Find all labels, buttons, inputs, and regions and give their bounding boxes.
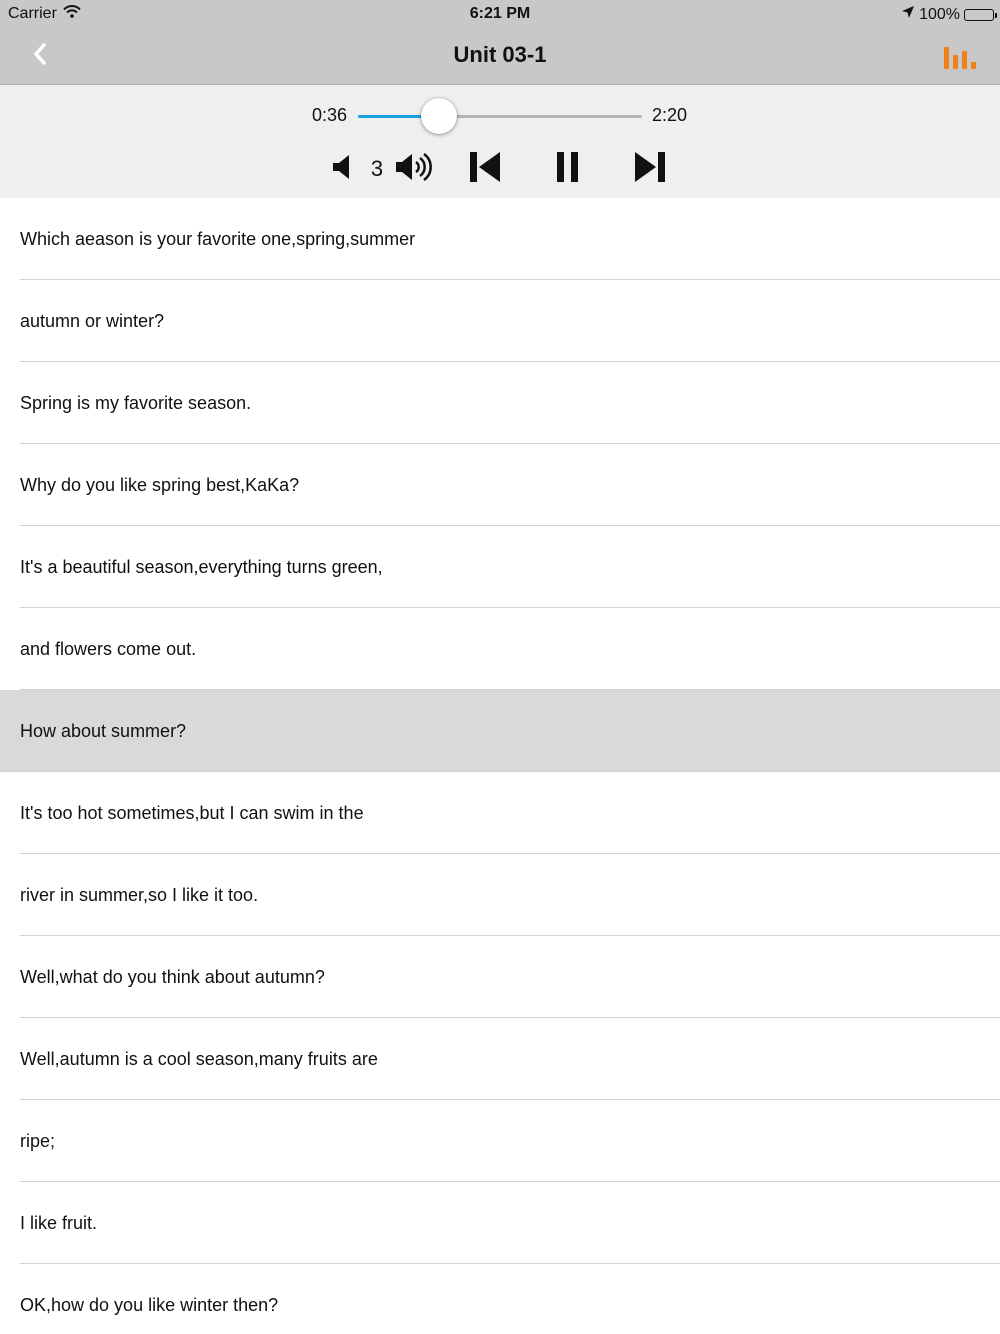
transcript-list	[0, 198, 1000, 1334]
transcript-row[interactable]	[0, 1182, 1000, 1264]
transcript-row[interactable]	[0, 1264, 1000, 1334]
status-time: 6:21 PM	[469, 5, 531, 22]
transcript-row[interactable]	[0, 772, 1000, 854]
progress-slider[interactable]	[358, 115, 642, 118]
transcript-line-text: Which aeason is your favorite one,spring,summer	[20, 229, 416, 249]
location-arrow-icon	[901, 5, 915, 24]
navigation-bar	[0, 28, 1000, 84]
transcript-row[interactable]	[0, 362, 1000, 444]
pause-icon	[556, 150, 580, 189]
transcript-row[interactable]	[0, 936, 1000, 1018]
transcript-row[interactable]	[0, 198, 1000, 280]
carrier-label: Carrier	[8, 5, 57, 22]
page-title: Unit 03-1	[453, 42, 547, 67]
next-button[interactable]	[630, 147, 670, 191]
transcript-line-text: ripe;	[20, 1131, 56, 1151]
battery-icon	[964, 9, 994, 21]
transcript-line-text: river in summer,so I like it too.	[20, 885, 259, 905]
playback-controls	[0, 147, 1000, 191]
skip-previous-icon	[468, 150, 502, 189]
skip-next-icon	[633, 150, 667, 189]
transcript-line-text: Well,autumn is a cool season,many fruits are	[20, 1049, 378, 1069]
transcript-line-text: Why do you like spring best,KaKa?	[20, 475, 300, 495]
speaker-low-icon	[331, 153, 353, 186]
volume-level: 3	[370, 156, 384, 181]
transcript-row[interactable]	[0, 854, 1000, 936]
status-bar	[0, 0, 1000, 28]
speaker-high-icon	[394, 150, 434, 189]
transcript-row[interactable]	[0, 444, 1000, 526]
header	[0, 0, 1000, 85]
progress-thumb[interactable]	[421, 98, 457, 134]
transcript-line-text: and flowers come out.	[20, 639, 197, 659]
current-time: 0:36	[312, 105, 348, 125]
transcript-row[interactable]	[0, 280, 1000, 362]
stats-button[interactable]	[942, 41, 976, 73]
transcript-row[interactable]	[0, 1018, 1000, 1100]
transcript-line-text: How about summer?	[20, 721, 187, 741]
audio-player	[0, 85, 1000, 198]
transcript-row[interactable]	[0, 608, 1000, 690]
bar-chart-icon	[942, 60, 976, 77]
transcript-row[interactable]	[0, 1100, 1000, 1182]
total-time: 2:20	[652, 105, 688, 125]
battery-percentage: 100%	[919, 5, 960, 23]
transcript-line-text: OK,how do you like winter then?	[20, 1295, 279, 1315]
transcript-line-text: I like fruit.	[20, 1213, 98, 1233]
transcript-row[interactable]	[0, 526, 1000, 608]
status-indicators	[901, 5, 994, 24]
volume-up-button[interactable]	[392, 147, 436, 191]
pause-button[interactable]	[550, 147, 586, 191]
transcript-line-text: Spring is my favorite season.	[20, 393, 252, 413]
volume-down-button[interactable]	[328, 147, 356, 191]
transcript-line-text: autumn or winter?	[20, 311, 165, 331]
transcript-row[interactable]	[0, 690, 1000, 772]
transcript-line-text: Well,what do you think about autumn?	[20, 967, 325, 987]
transcript-line-text: It's too hot sometimes,but I can swim in the	[20, 803, 364, 823]
previous-button[interactable]	[465, 147, 505, 191]
transcript-line-text: It's a beautiful season,everything turns green,	[20, 557, 383, 577]
